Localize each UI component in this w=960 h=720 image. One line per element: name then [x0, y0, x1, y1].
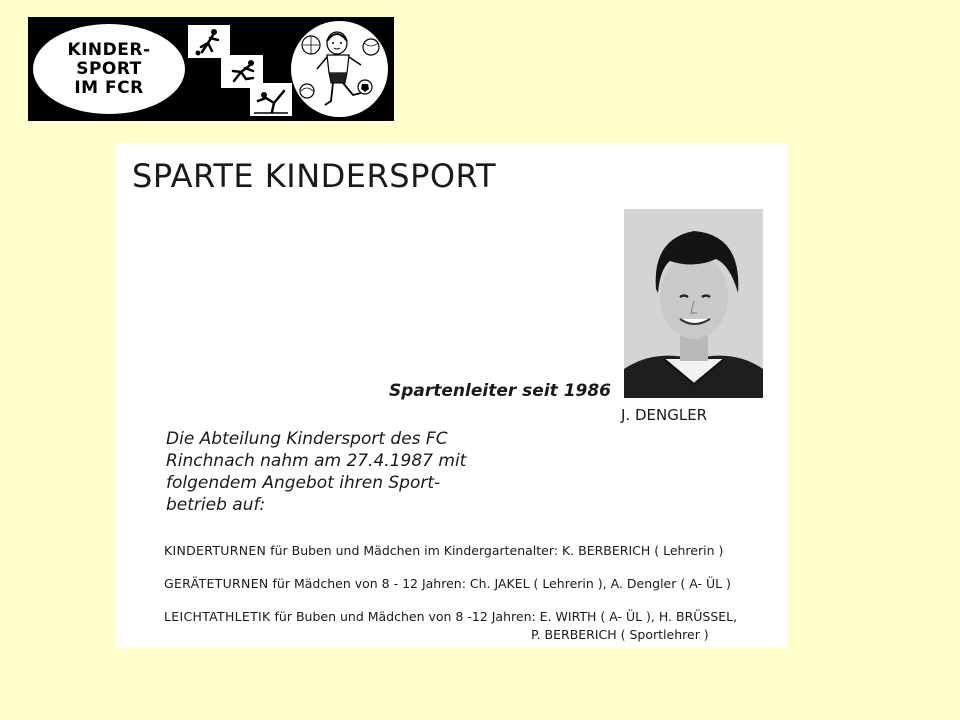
offering-text: für Buben und Mädchen von 8 -12 Jahren: E. WIRTH ( A- ÜL ), H. BRÜSSEL,: [270, 609, 738, 624]
offering-heading: LEICHTATHLETIK: [164, 609, 271, 624]
intro-paragraph: Die Abteilung Kindersport des FC Rinchnach nahm am 27.4.1987 mit folgendem Angebot ihren Sport-betrieb auf:: [166, 429, 467, 515]
header-banner: [28, 17, 394, 121]
gymnast-icon: [250, 83, 292, 116]
offering-leichtathletik: [164, 609, 737, 624]
page-title: SPARTE KINDERSPORT: [132, 157, 496, 195]
leader-photo: [624, 209, 763, 398]
club-logo: [33, 24, 185, 114]
offering-heading: GERÄTETURNEN: [164, 576, 269, 591]
leader-since-caption: Spartenleiter seit 1986: [389, 381, 612, 401]
football-player-icon: [188, 25, 230, 58]
logo-line-2: SPORT: [76, 58, 142, 79]
logo-line-3: IM FCR: [74, 77, 144, 98]
info-card: [115, 143, 787, 648]
child-footballer-illustration: [291, 21, 388, 117]
offering-text: für Buben und Mädchen im Kindergartenalter: K. BERBERICH ( Lehrerin ): [266, 543, 724, 558]
leader-name: J. DENGLER: [621, 406, 708, 424]
offering-kinderturnen: [164, 543, 723, 558]
offering-continuation: P. BERBERICH ( Sportlehrer ): [531, 627, 709, 642]
offering-heading: KINDERTURNEN: [164, 543, 267, 558]
offering-text: für Mädchen von 8 - 12 Jahren: Ch. JAKEL ( Lehrerin ), A. Dengler ( A- ÜL ): [268, 576, 731, 591]
offering-geraeteturnen: [164, 576, 731, 591]
logo-line-1: KINDER-: [67, 39, 151, 60]
